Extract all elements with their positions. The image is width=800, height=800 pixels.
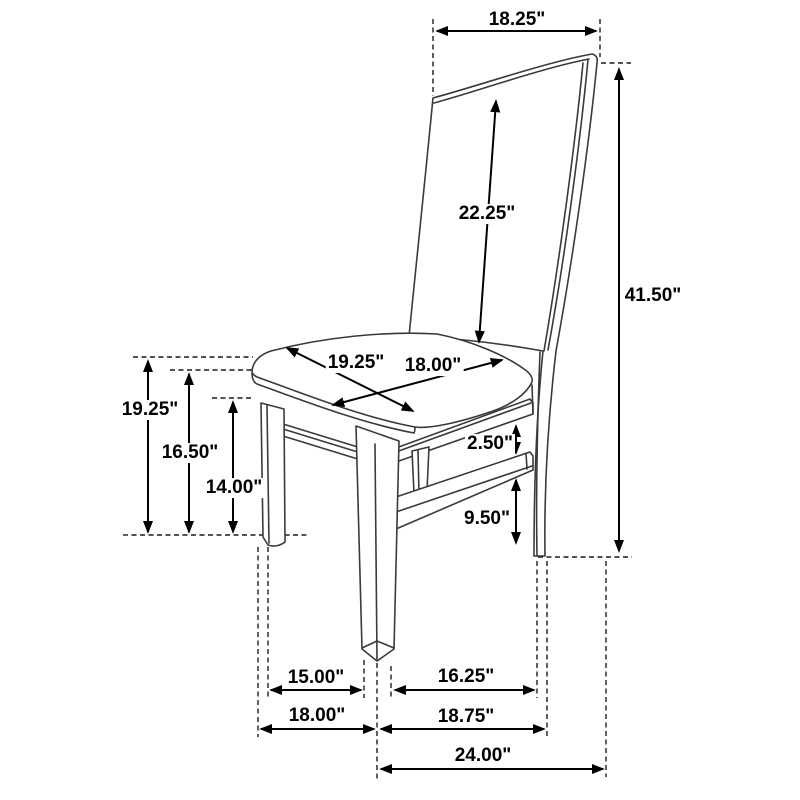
front-left-leg (261, 403, 285, 546)
dim-label-top-width: 18.25" (488, 9, 546, 31)
dim-label-seat-diag-depth: 19.25" (327, 352, 385, 374)
dim-label-seat-diag-width: 18.00" (404, 355, 462, 377)
dim-label-floor-to-apron: 14.00" (205, 477, 263, 499)
dim-label-side-leg-depth: 18.75" (437, 706, 495, 728)
left-apron-rail (283, 424, 361, 460)
dim-label-overall-depth: 24.00" (454, 745, 512, 767)
dim-label-floor-to-seat-back: 19.25" (121, 399, 179, 421)
dim-label-apron-to-stretcher: 2.50" (467, 433, 513, 455)
front-right-leg (356, 426, 399, 661)
dim-label-front-leg-span: 15.00" (287, 667, 345, 689)
dim-label-floor-to-seat-front: 16.50" (161, 442, 219, 464)
dim-label-back-height: 22.25" (458, 203, 516, 225)
dim-label-overall-height: 41.50" (624, 285, 682, 307)
dim-label-side-leg-span: 16.25" (437, 666, 495, 688)
dim-label-stretcher-to-floor: 9.50" (464, 508, 510, 530)
dim-label-overall-front-width: 18.00" (288, 705, 346, 727)
